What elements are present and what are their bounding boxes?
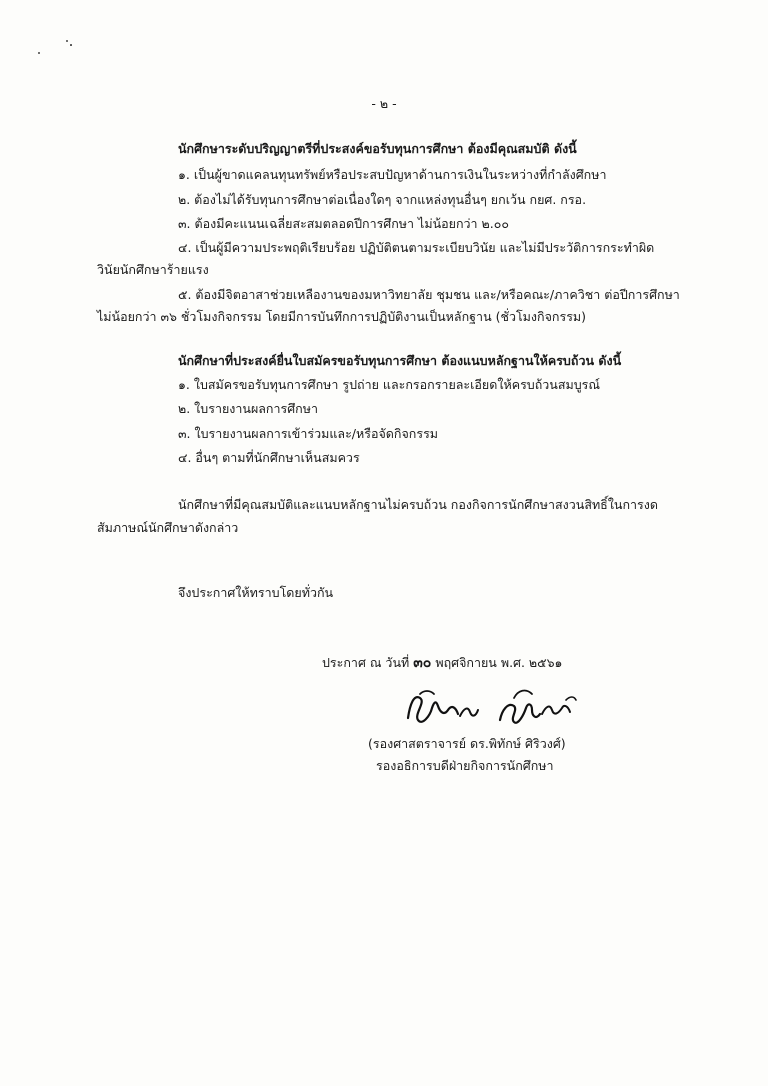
section1-item-3: ๓. ต้องมีคะแนนเฉลี่ยสะสมตลอดปีการศึกษา ไม่น้อยกว่า ๒.๐๐ (178, 216, 509, 231)
section1-item-5-line2: ไม่น้อยกว่า ๓๖ ชั่วโมงกิจกรรม โดยมีการบันทึกการปฏิบัติงานเป็นหลักฐาน (ชั่วโมงกิจกรรม) (97, 309, 587, 324)
notice-line1: นักศึกษาที่มีคุณสมบัติและแนบหลักฐานไม่ครบถ้วน กองกิจการนักศึกษาสงวนสิทธิ์ในการงด (178, 497, 658, 512)
announcement: จึงประกาศให้ทราบโดยทั่วกัน (178, 585, 334, 600)
section1-item-5-line1: ๕. ต้องมีจิตอาสาช่วยเหลืองานของมหาวิทยาลัย ชุมชน และ/หรือคณะ/ภาควิชา ต่อปีการศึกษา (178, 287, 680, 302)
scan-speck (66, 40, 68, 42)
section1-item-1: ๑. เป็นผู้ขาดแคลนทุนทรัพย์หรือประสบปัญหาด้านการเงินในระหว่างที่กำลังศึกษา (178, 167, 607, 182)
announcement-date (322, 655, 563, 671)
section1-item-2: ๒. ต้องไม่ได้รับทุนการศึกษาต่อเนื่องใดๆ จากแหล่งทุนอื่นๆ ยกเว้น กยศ. กรอ. (178, 192, 587, 207)
section2-heading: นักศึกษาที่ประสงค์ยื่นใบสมัครขอรับทุนการศึกษา ต้องแนบหลักฐานให้ครบถ้วน ดังนี้ (178, 353, 622, 368)
date-rest: พฤศจิกายน พ.ศ. ๒๕๖๑ (435, 655, 563, 670)
section2-item-4: ๔. อื่นๆ ตามที่นักศึกษาเห็นสมควร (178, 450, 360, 465)
section1-item-4-line2: วินัยนักศึกษาร้ายแรง (97, 262, 209, 277)
date-prefix: ประกาศ ณ วันที่ (322, 655, 410, 670)
section1-heading: นักศึกษาระดับปริญญาตรีที่ประสงค์ขอรับทุนการศึกษา ต้องมีคุณสมบัติ ดังนี้ (178, 141, 577, 156)
signature-image (400, 680, 590, 735)
scan-speck (38, 52, 40, 54)
scan-speck (70, 44, 72, 46)
signer-name: (รองศาสตราจารย์ ดร.พิทักษ์ ศิริวงศ์) (368, 736, 566, 751)
section2-item-3: ๓. ใบรายงานผลการเข้าร่วมและ/หรือจัดกิจกรรม (178, 426, 439, 441)
section2-item-2: ๒. ใบรายงานผลการศึกษา (178, 401, 318, 416)
page-number: - ๒ - (371, 96, 397, 111)
section2-item-1: ๑. ใบสมัครขอรับทุนการศึกษา รูปถ่าย และกรอกรายละเอียดให้ครบถ้วนสมบูรณ์ (178, 377, 600, 392)
date-day: ๓๐ (413, 655, 432, 671)
signer-position: รองอธิการบดีฝ่ายกิจการนักศึกษา (376, 758, 554, 773)
notice-line2: สัมภาษณ์นักศึกษาดังกล่าว (97, 520, 239, 535)
section1-item-4-line1: ๔. เป็นผู้มีความประพฤติเรียบร้อย ปฏิบัติตนตามระเบียบวินัย และไม่มีประวัติการกระทำผิด (178, 240, 655, 255)
